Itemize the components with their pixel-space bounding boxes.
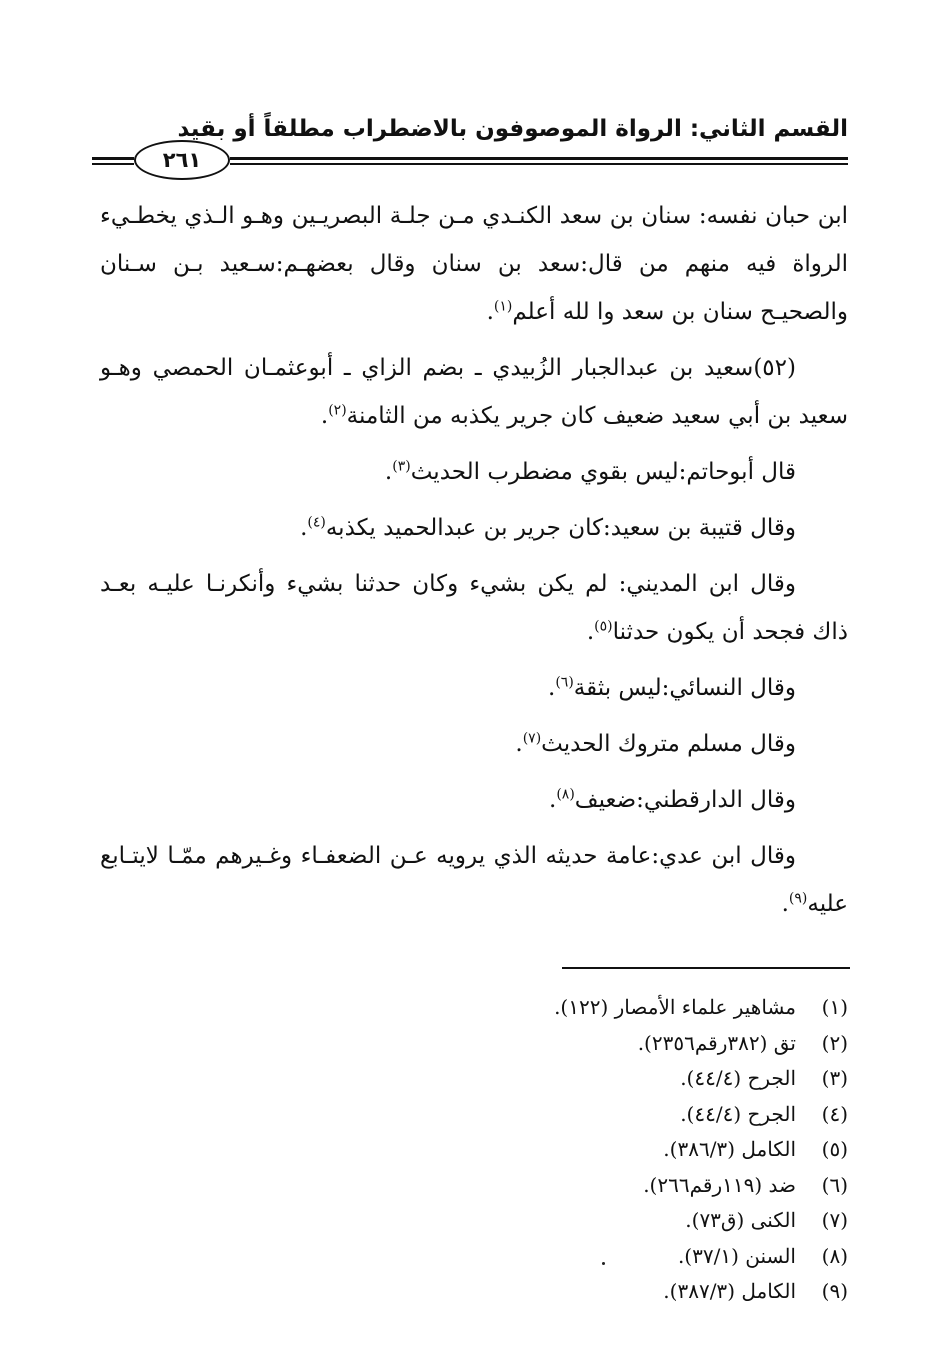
running-title: القسم الثاني: الرواة الموصوفون بالاضطراب مطلقاً أو بقيد [177,116,848,142]
footnote-ref: (٨) [556,786,575,803]
paragraph [100,664,848,712]
sentence-end: . [384,459,393,485]
footnote-text: الجرح (٤٤/٤). [680,1066,796,1090]
footnote [288,1274,848,1310]
paragraph-text: وقال مسلم متروك الحديث [541,731,796,757]
footnote-text: مشاهير علماء الأمصار (١٢٢). [554,995,796,1019]
header-rule [230,163,848,165]
footnote-text: الكامل (٣٨٧/٣). [663,1279,796,1303]
paragraph-text: (٥٢)سعيد بن عبدالجبار الزُبيدي ـ بضم الزاي ـ أبوعثمـان الحمصي وهـو سعيد بن أبي سعيد ضعيف كان جرير يكذبه من الثامنة [100,355,848,429]
footnote-ref: (١) [493,298,513,315]
page-number [134,140,230,180]
scan-speck [602,1262,605,1265]
footnote-number: (٨) [821,1243,848,1268]
paragraph [100,560,848,656]
footnote-ref: (٥) [594,618,613,635]
paragraph [100,720,848,768]
paragraph-text: وقال ابن عدي:عامة حديثه الذي يرويه عـن الضعفـاء وغـيرهم ممّـا لايتـابع عليه [100,843,848,917]
footnote-ref: (٣) [392,458,411,475]
page-number-text: ٢٦١ [162,148,202,172]
footnote-text: ضد (١١٩رقم٢٦٦). [643,1172,796,1197]
header-rule [92,157,134,160]
footnote-number: (٩) [821,1279,848,1303]
sentence-end: . [515,731,523,757]
footnote [288,1239,848,1275]
paragraph-text: ابن حبان نفسه: سنان بن سعد الكنـدي مـن جلـة البصريـين وهـو الـذي يخطـيء الرواة فيه منهم من قال:سعد بن سنان وقال بعضهـم:سـعيد بـن سـنان والصحيـح سنان بن سعد وا لله أعلم [100,203,848,325]
paragraph-text: وقال النسائي:ليس بثقة [573,675,796,701]
main-text [100,192,848,936]
sentence-end: . [300,515,308,541]
paragraph [100,504,848,552]
footnote-number: (٤) [821,1101,848,1126]
paragraph-text: قال أبوحاتم:ليس بقوي مضطرب الحديث [410,459,796,485]
footnote-ref: (٢) [328,402,347,419]
sentence-end: . [549,787,557,813]
footnote [288,1097,848,1133]
sentence-end: . [586,619,595,645]
footnote-number: (٥) [821,1137,848,1161]
footnote-number: (٢) [821,1030,848,1055]
paragraph-text: وقال قتيبة بن سعيد:كان جرير بن عبدالحميد يكذبه [325,515,796,541]
footnote-text: الجرح (٤٤/٤). [680,1101,796,1126]
footnote-ref: (٦) [555,674,574,691]
footnote-number: (١) [821,995,848,1019]
footnote-separator [562,967,850,969]
footnote [288,1168,848,1204]
sentence-end: . [548,675,556,701]
footnote-ref: (٧) [522,730,542,747]
footnote-text: السنن (٣٧/١). [677,1243,796,1268]
sentence-end: . [320,403,329,429]
header-rule [230,157,848,160]
footnote-text: تق (٣٨٢رقم٢٣٥٦). [637,1030,796,1055]
footnote [288,1026,848,1062]
footnotes [288,990,848,1310]
footnote-text: الكامل (٣٨٦/٣). [663,1137,796,1161]
footnote [288,990,848,1026]
paragraph [100,832,848,928]
paragraph-text: وقال ابن المديني: لم يكن بشيء وكان حدثنا بشيء وأنكرنـا عليـه بعـد ذاك فجحد أن يكون حدثنا [100,571,848,645]
paragraph [100,448,848,496]
sentence-end: . [781,891,789,917]
footnote [288,1203,848,1239]
footnote [288,1061,848,1097]
footnote-number: (٦) [821,1172,848,1197]
paragraph [100,192,848,336]
footnote-ref: (٩) [788,890,808,907]
footnote-text: الكنى (ق٧٣). [685,1208,796,1232]
paragraph [100,776,848,824]
paragraph [100,344,848,440]
paragraph-text: وقال الدارقطني:ضعيف [574,787,796,813]
footnote [288,1132,848,1168]
footnote-number: (٣) [821,1066,848,1090]
footnote-number: (٧) [821,1208,848,1232]
footnote-ref: (٤) [307,514,326,531]
header-rule [92,163,134,165]
sentence-end: . [486,299,494,325]
